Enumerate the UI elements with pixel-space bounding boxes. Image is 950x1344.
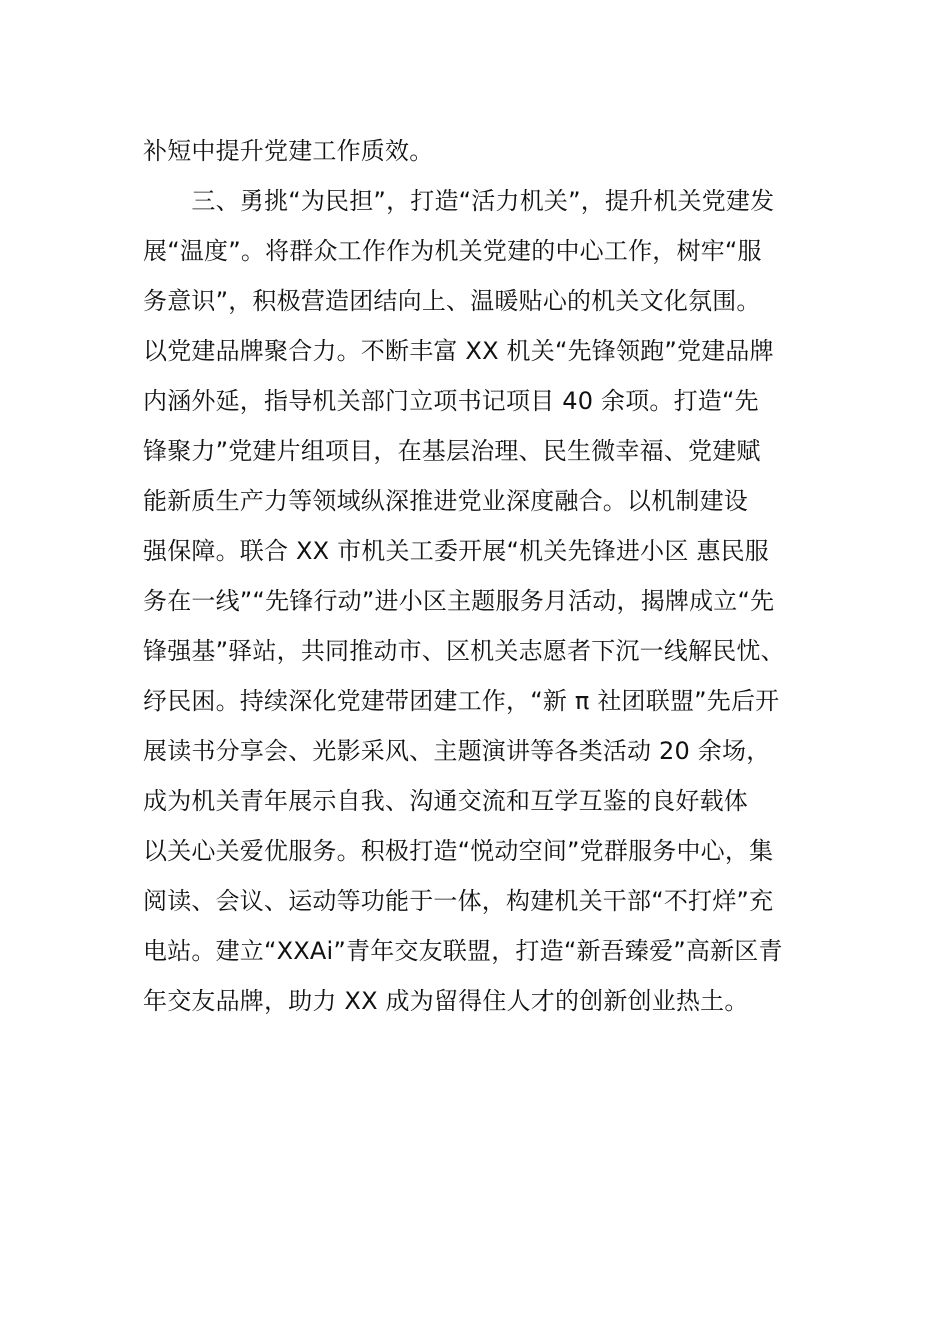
text-line: 务意识”，积极营造团结向上、温暖贴心的机关文化氛围。 — [143, 287, 761, 315]
text-line: 补短中提升党建工作质效。 — [143, 137, 434, 165]
text-line: 三、勇挑“为民担”，打造“活力机关”，提升机关党建发 — [143, 187, 775, 215]
text-line: 年交友品牌，助力 XX 成为留得住人才的创新创业热土。 — [143, 987, 749, 1015]
text-line: 以党建品牌聚合力。不断丰富 XX 机关“先锋领跑”党建品牌 — [143, 337, 774, 365]
text-line: 展“温度”。将群众工作作为机关党建的中心工作，树牢“服 — [143, 237, 762, 265]
text-line: 阅读、会议、运动等功能于一体，构建机关干部“不打烊”充 — [143, 887, 774, 915]
text-line: 成为机关青年展示自我、沟通交流和互学互鉴的良好载体 — [143, 787, 748, 815]
body-text — [143, 126, 833, 1026]
text-line: 能新质生产力等领域纵深推进党业深度融合。以机制建设 — [143, 487, 748, 515]
text-line: 电站。建立“XXAi”青年交友联盟，打造“新吾臻爱”高新区青 — [143, 937, 783, 965]
text-line: 纾民困。持续深化党建带团建工作，“新 π 社团联盟”先后开 — [143, 687, 780, 715]
text-line: 锋强基”驿站，共同推动市、区机关志愿者下沉一线解民忧、 — [143, 637, 785, 665]
text-line: 以关心关爱优服务。积极打造“悦动空间”党群服务中心，集 — [143, 837, 774, 865]
text-line: 务在一线”“先锋行动”进小区主题服务月活动，揭牌成立“先 — [143, 587, 775, 615]
text-line: 强保障。联合 XX 市机关工委开展“机关先锋进小区 惠民服 — [143, 537, 770, 565]
text-line: 内涵外延，指导机关部门立项书记项目 40 余项。打造“先 — [143, 387, 759, 415]
text-line: 展读书分享会、光影采风、主题演讲等各类活动 20 余场， — [143, 737, 771, 765]
text-line: 锋聚力”党建片组项目，在基层治理、民生微幸福、党建赋 — [143, 437, 761, 465]
